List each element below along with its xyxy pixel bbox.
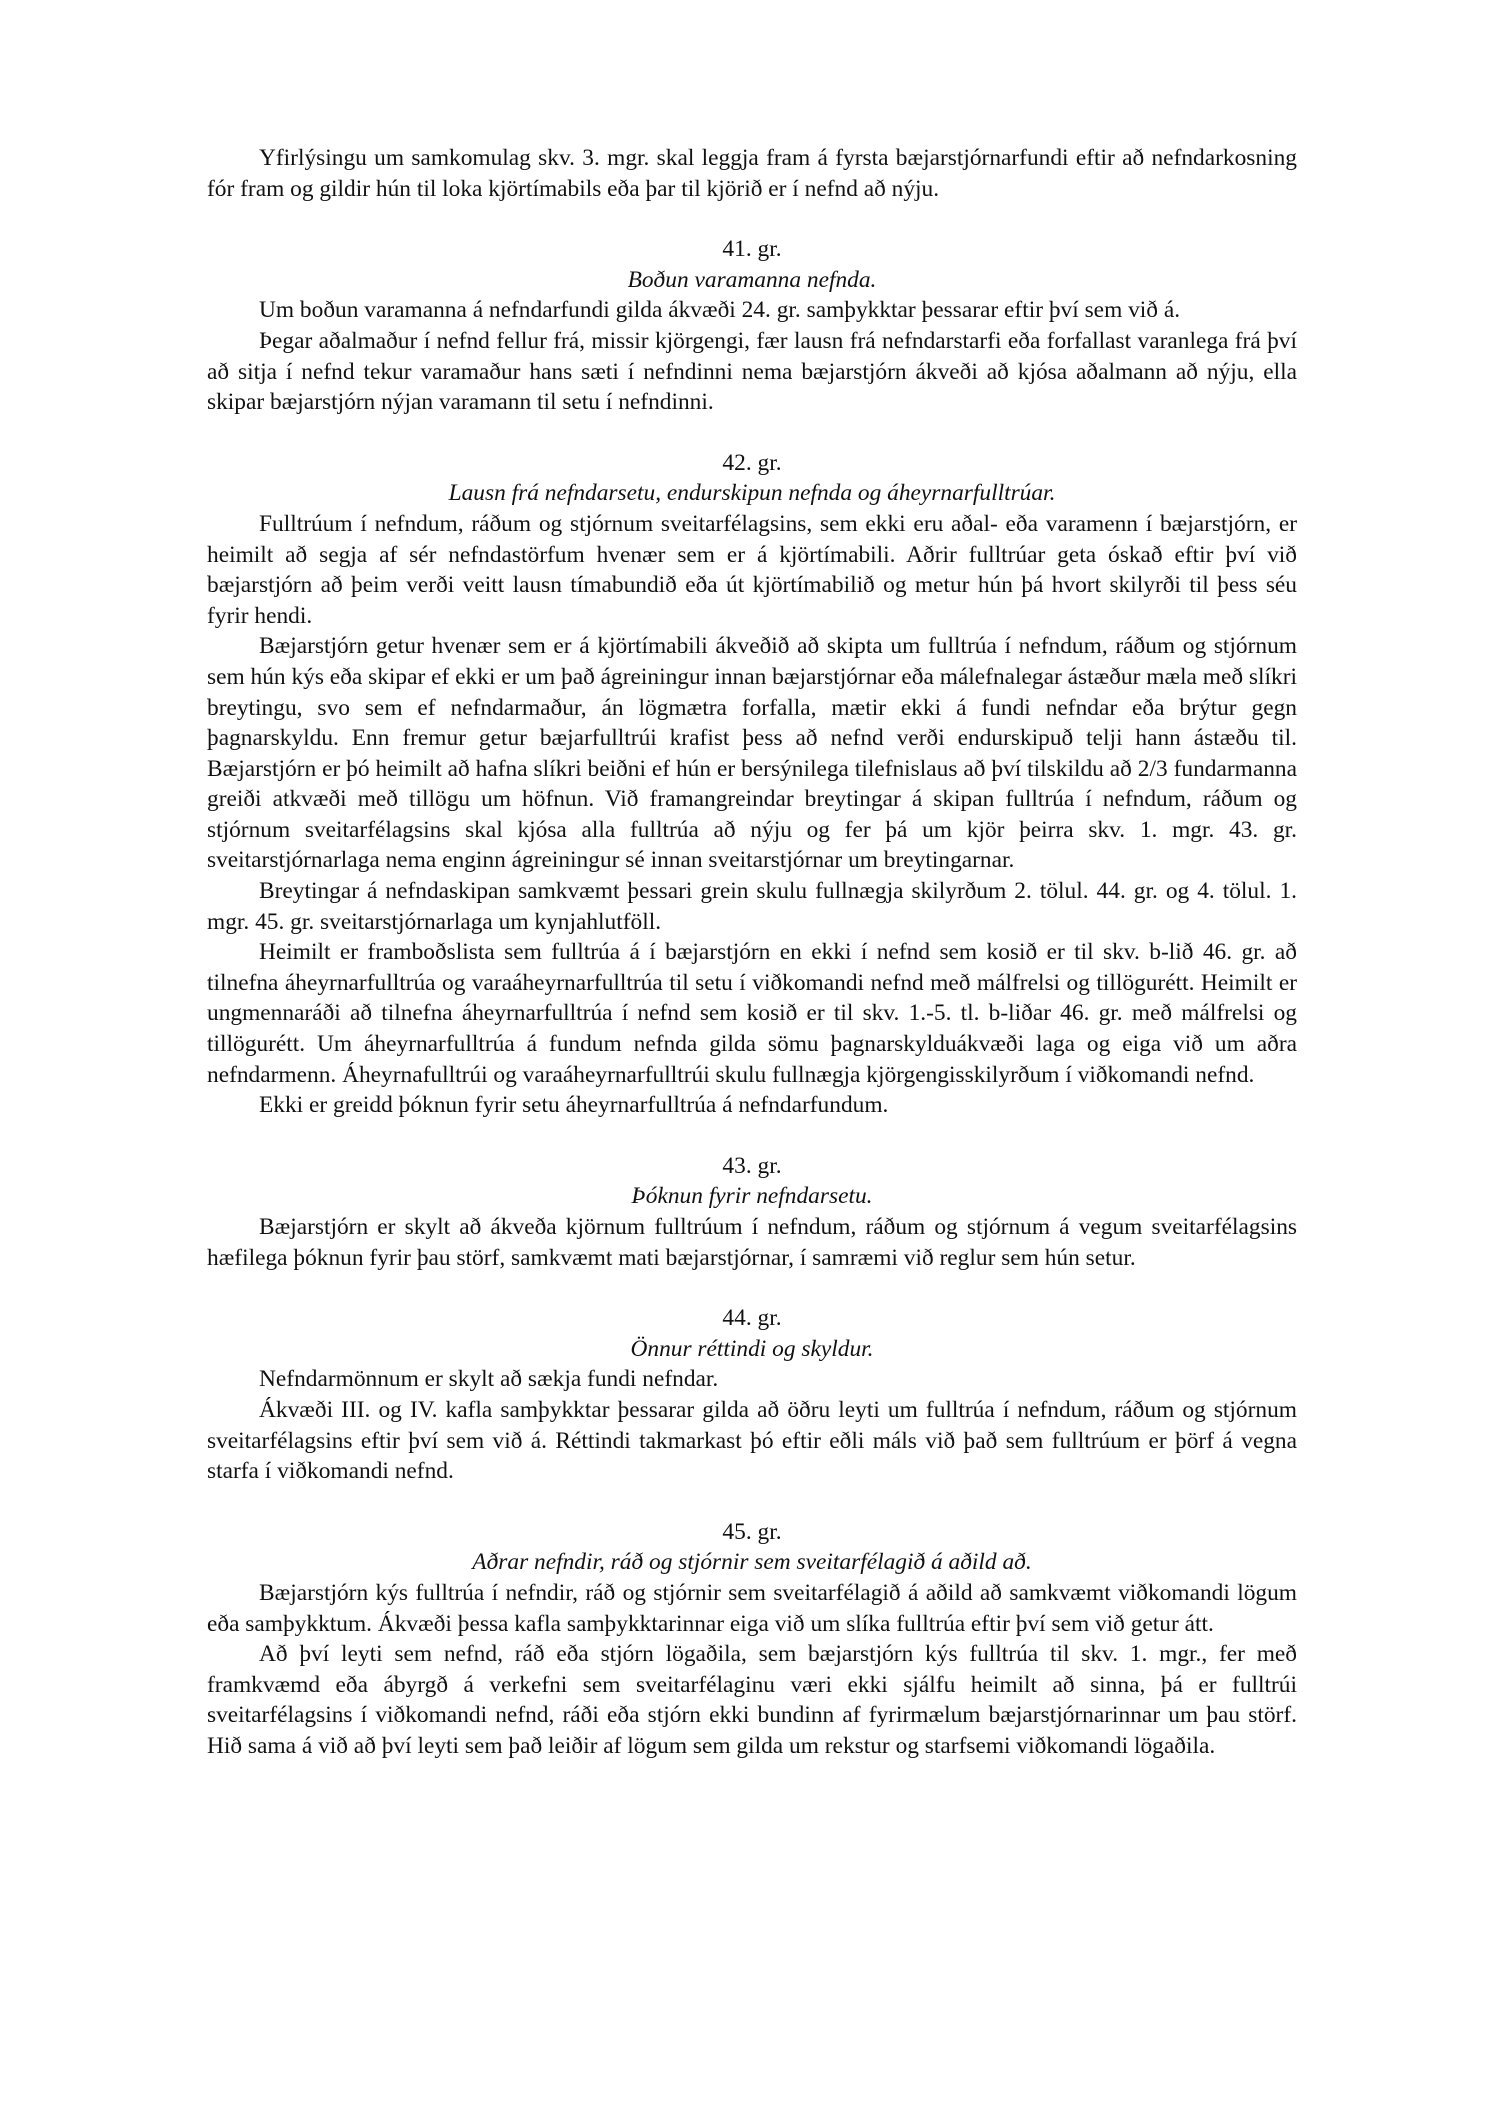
article-41 (207, 234, 1297, 418)
article-42-title: Lausn frá nefndarsetu, endurskipun nefnda og áheyrnarfulltrúar. (448, 480, 1056, 507)
article-45-paragraph-1: Bæjarstjórn kýs fulltrúa í nefndir, ráð og stjórnir sem sveitarfélagið á aðild að samkvæmt viðkomandi lögum eða samþykktum. Ákvæði þessa kafla samþykktarinnar eiga við um slíka fulltrúa eftir því sem við getur átt. (207, 1579, 1297, 1637)
article-45-number: 45. gr. (722, 1518, 782, 1545)
document-page (207, 143, 1297, 1762)
article-42-number: 42. gr. (722, 449, 782, 476)
article-42-paragraph-4: Heimilt er framboðslista sem fulltrúa á í bæjarstjórn en ekki í nefnd sem kosið er til skv. b-lið 46. gr. að tilnefna áheyrnarfulltrúa og varaáheyrnarfulltrúa til setu í viðkomandi nefnd með málfrelsi og tillögurétt. Heimilt er ungmennaráði að tilnefna áheyrnarfulltrúa í nefnd sem kosið er til skv. 1.-5. tl. b-liðar 46. gr. með málfrelsi og tillögurétt. Um áheyrnarfulltrúa á fundum nefnda gilda sömu þagnarskylduákvæði laga og eiga við um aðra nefndarmenn. Áheyrnafulltrúi og varaáheyrnarfulltrúi skulu fullnægja kjörgengisskilyrðum í viðkomandi nefnd. (207, 939, 1297, 1088)
article-44-paragraph-2: Ákvæði III. og IV. kafla samþykktar þessarar gilda að öðru leyti um fulltrúa í nefndum, ráðum og stjórnum sveitarfélagsins eftir því sem við á. Réttindi takmarkast þó eftir eðli máls við það sem fulltrúum er þörf á vegna starfa í viðkomandi nefnd. (207, 1396, 1297, 1485)
article-43-number: 43. gr. (722, 1152, 782, 1179)
article-43 (207, 1151, 1297, 1273)
intro-paragraph: Yfirlýsingu um samkomulag skv. 3. mgr. skal leggja fram á fyrsta bæjarstjórnarfundi eftir að nefndarkosning fór fram og gildir hún til loka kjörtímabils eða þar til kjörið er í nefnd að nýju. (207, 145, 1297, 202)
article-43-title: Þóknun fyrir nefndarsetu. (631, 1183, 873, 1210)
article-42-paragraph-1: Fulltrúum í nefndum, ráðum og stjórnum sveitarfélagsins, sem ekki eru aðal- eða varamenn í bæjarstjórn, er heimilt að segja af sér nefndastörfum hvenær sem er á kjörtímabili. Aðrir fulltrúar geta óskað eftir því við bæjarstjórn að þeim verði veitt lausn tímabundið eða út kjörtímabilið og metur hún þá hvort skilyrði til þess séu fyrir hendi. (207, 510, 1297, 629)
article-45 (207, 1517, 1297, 1762)
article-41-paragraph-1: Um boðun varamanna á nefndarfundi gilda ákvæði 24. gr. samþykktar þessarar eftir því sem við á. (259, 297, 1181, 324)
article-42 (207, 448, 1297, 1121)
article-42-paragraph-5: Ekki er greidd þóknun fyrir setu áheyrnarfulltrúa á nefndarfundum. (259, 1092, 889, 1119)
article-42-paragraph-2: Bæjarstjórn getur hvenær sem er á kjörtímabili ákveðið að skipta um fulltrúa í nefndum, ráðum og stjórnum sem hún kýs eða skipar ef ekki er um það ágreiningur innan bæjarstjórnar eða málefnalegar ástæður mæla með slíkri breytingu, svo sem ef nefndarmaður, án lögmætra forfalla, mætir ekki á fundi nefndar eða brýtur gegn þagnarskyldu. Enn fremur getur bæjarfulltrúi krafist þess að nefnd verði endurskipuð telji hann ástæðu til. Bæjarstjórn er þó heimilt að hafna slíkri beiðni ef hún er bersýnilega tilefnislaus að því tilskildu að 2/3 fundarmanna greiði atkvæði með tillögu um höfnun. Við framangreindar breytingar á skipan fulltrúa í nefndum, ráðum og stjórnum sveitarfélagsins skal kjósa alla fulltrúa að nýju og fer þá um kjör þeirra skv. 1. mgr. 43. gr. sveitarstjórnarlaga nema enginn ágreiningur sé innan sveitarstjórnar um breytingarnar. (207, 633, 1297, 874)
article-45-paragraph-2: Að því leyti sem nefnd, ráð eða stjórn lögaðila, sem bæjarstjórn kýs fulltrúa til skv. 1. mgr., fer með framkvæmd eða ábyrgð á verkefni sem sveitarfélaginu væri ekki sjálfu heimilt að sinna, þá er fulltrúi sveitarfélagsins í viðkomandi nefnd, ráði eða stjórn ekki bundinn af fyrirmælum bæjarstjórnarinnar um þau störf. Hið sama á við að því leyti sem það leiðir af lögum sem gilda um rekstur og starfsemi viðkomandi lögaðila. (207, 1641, 1297, 1759)
article-41-number: 41. gr. (722, 236, 782, 263)
article-42-paragraph-3: Breytingar á nefndaskipan samkvæmt þessari grein skulu fullnægja skilyrðum 2. tölul. 44. gr. og 4. tölul. 1. mgr. 45. gr. sveitarstjórnarlaga um kynjahlutföll. (207, 878, 1297, 935)
article-43-paragraph-1: Bæjarstjórn er skylt að ákveða kjörnum fulltrúum í nefndum, ráðum og stjórnum á vegum sveitarfélagsins hæfilega þóknun fyrir þau störf, samkvæmt mati bæjarstjórnar, í samræmi við reglur sem hún setur. (207, 1214, 1297, 1271)
article-41-title: Boðun varamanna nefnda. (627, 266, 877, 293)
article-45-title: Aðrar nefndir, ráð og stjórnir sem sveitarfélagið á aðild að. (472, 1549, 1032, 1576)
article-44 (207, 1303, 1297, 1487)
article-44-title: Önnur réttindi og skyldur. (630, 1335, 874, 1362)
article-44-paragraph-1: Nefndarmönnum er skylt að sækja fundi nefndar. (259, 1366, 719, 1393)
article-41-paragraph-2: Þegar aðalmaður í nefnd fellur frá, missir kjörgengi, fær lausn frá nefndarstarfi eða forfallast varanlega frá því að sitja í nefnd tekur varamaður hans sæti í nefndinni nema bæjarstjórn ákveði að kjósa aðalmann að nýju, ella skipar bæjarstjórn nýjan varamann til setu í nefndinni. (207, 327, 1297, 416)
article-44-number: 44. gr. (722, 1305, 782, 1332)
